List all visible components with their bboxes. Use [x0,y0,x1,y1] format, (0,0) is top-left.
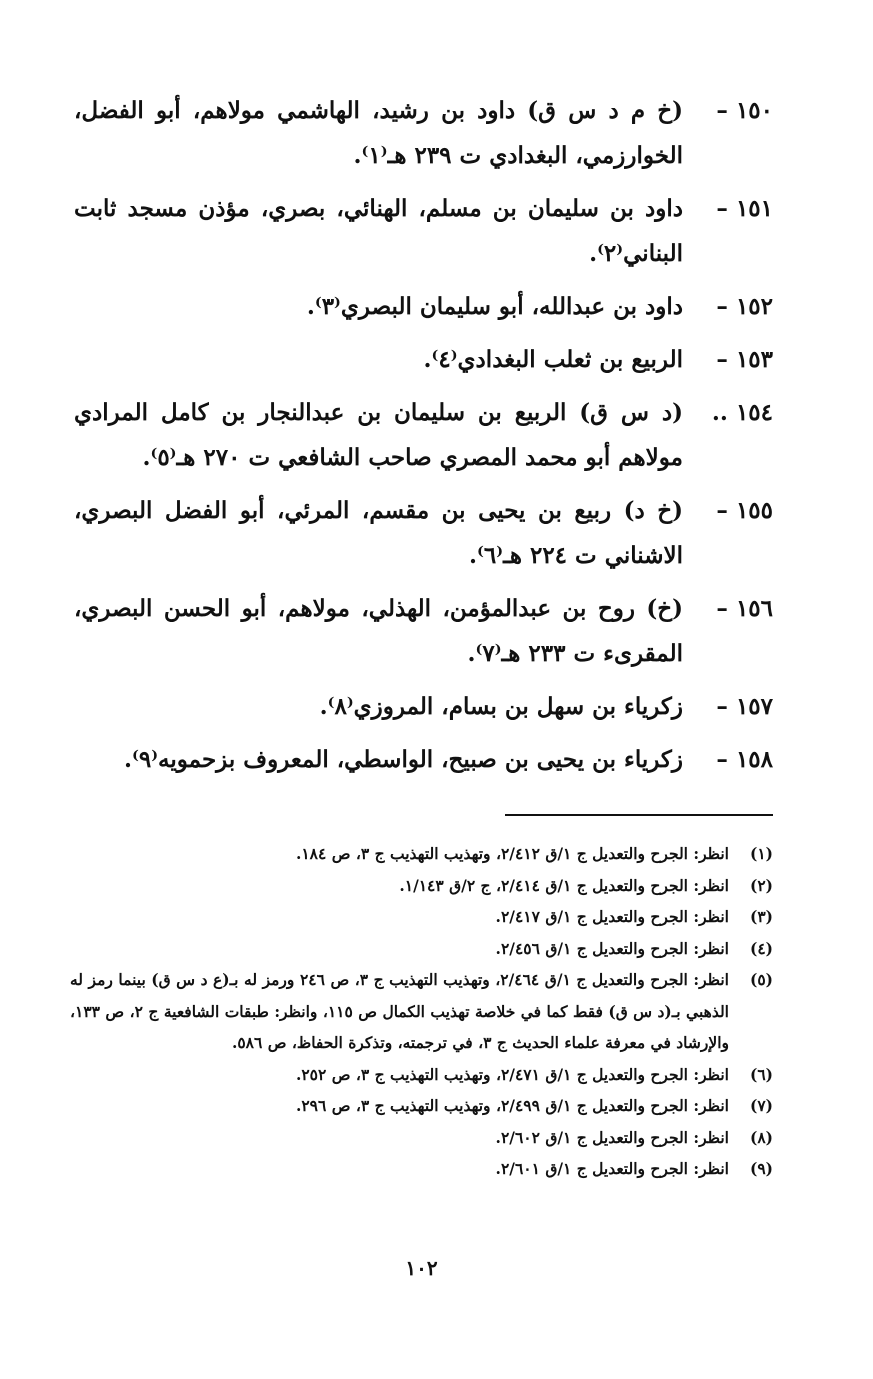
footnote-number: (١) [749,844,773,863]
footnote-text: انظر: الجرح والتعديل ج ١/ق ٢/٤٧١، وتهذيب التهذيب ج ٣، ص ٢٥٢. [295,1064,729,1084]
entry-text: (خ) روح بن عبدالمؤمن، الهذلي، مولاهم، أبو الحسن البصري، المقرىء ت ٢٣٣ هـ⁽٧⁾. [74,595,683,667]
entry-number: ١٥٦ – [716,595,773,622]
footnote-number: (٥) [749,970,773,989]
footnote-9 [70,1153,773,1185]
footnote-number: (٨) [749,1127,773,1147]
entry-number: ١٥٢ – [716,293,773,320]
entry-text: زكرياء بن سهل بن بسام، المروزي⁽٨⁾. [319,693,683,720]
entry-text: (خ م د س ق) داود بن رشيد، الهاشمي مولاهم، أبو الفضل، الخوارزمي، البغدادي ت ٢٣٩ هـ⁽١⁾. [74,97,683,169]
page-number: ١٠٢ [405,1256,438,1280]
entry-number: ١٥٥ – [716,497,773,524]
entry-number: ١٥٤ .. [711,399,773,426]
entry-number: ١٥٨ – [716,746,773,773]
entry-152 [70,284,773,329]
entry-number: ١٥١ – [716,195,773,222]
entry-157 [70,684,773,729]
footnote-text: انظر: الجرح والتعديل ج ١/ق ٢/٤١٤، ج ٢/ق ١/١٤٣. [399,875,729,895]
footnote-3 [70,901,773,933]
footnote-text: انظر: الجرح والتعديل ج ١/ق ٢/٤١٢، وتهذيب التهذيب ج ٣، ص ١٨٤. [295,844,729,863]
entry-text: (د س ق) الربيع بن سليمان بن عبدالنجار بن كامل المرادي مولاهم أبو محمد المصري صاحب الشافعي ت ٢٧٠ هـ⁽٥⁾. [74,399,683,471]
footnote-number: (٧) [749,1096,773,1115]
entry-151 [70,186,773,276]
footnote-separator [505,814,773,816]
entry-150 [70,88,773,178]
footnote-7 [70,1090,773,1122]
footnote-text: انظر: الجرح والتعديل ج ١/ق ٢/٦٠٢. [495,1127,729,1147]
footnote-8 [70,1122,773,1154]
footnote-text: انظر: الجرح والتعديل ج ١/ق ٢/٤٥٦. [495,938,729,958]
entry-156 [70,586,773,676]
footnote-2 [70,870,773,902]
footnote-number: (٣) [749,907,773,926]
footnote-text: انظر: الجرح والتعديل ج ١/ق ٢/٦٠١. [495,1159,729,1178]
footnote-number: (٢) [749,875,773,895]
footnote-text: انظر: الجرح والتعديل ج ١/ق ٢/٤٩٩، وتهذيب التهذيب ج ٣، ص ٢٩٦. [295,1096,729,1115]
footnotes-list [70,838,773,1185]
footnote-number: (٤) [749,938,773,958]
entry-153 [70,337,773,382]
footnote-1 [70,838,773,870]
entry-text: (خ د) ربيع بن يحيى بن مقسم، المرئي، أبو الفضل البصري، الاشناني ت ٢٢٤ هـ⁽٦⁾. [74,497,683,569]
footnote-4 [70,933,773,965]
footnote-number: (٩) [749,1159,773,1178]
entry-number: ١٥٧ – [716,693,773,720]
entry-158 [70,737,773,782]
entry-154 [70,390,773,480]
entries-list [70,88,773,782]
entry-text: الربيع بن ثعلب البغدادي⁽٤⁾. [423,346,683,373]
entry-155 [70,488,773,578]
entry-text: زكرياء بن يحيى بن صبيح، الواسطي، المعروف بزحمويه⁽٩⁾. [123,746,683,773]
footnote-5 [70,964,773,1059]
footnote-text: انظر: الجرح والتعديل ج ١/ق ٢/٤١٧. [495,907,729,926]
entry-text: داود بن عبدالله، أبو سليمان البصري⁽٣⁾. [306,293,683,320]
book-page [70,88,773,1368]
footnote-number: (٦) [749,1064,773,1084]
entry-number: ١٥٣ – [716,346,773,373]
entry-text: داود بن سليمان بن مسلم، الهنائي، بصري، مؤذن مسجد ثابت البناني⁽٢⁾. [74,195,683,267]
entry-number: ١٥٠ – [716,97,773,124]
footnote-text: انظر: الجرح والتعديل ج ١/ق ٢/٤٦٤، وتهذيب التهذيب ج ٣، ص ٢٤٦ ورمز له بـ(ع د س ق) بينما رمز له الذهبي بـ(د س ق) فقط كما في خلاصة تهذيب الكمال ص ١١٥، وانظر: طبقات الشافعية ج ٢، ص ١٣٣، والإرشاد في معرفة علماء الحديث ج ٣، في ترجمته، وتذكرة الحفاظ، ص ٥٨٦. [70,970,729,1052]
footnote-6 [70,1059,773,1091]
